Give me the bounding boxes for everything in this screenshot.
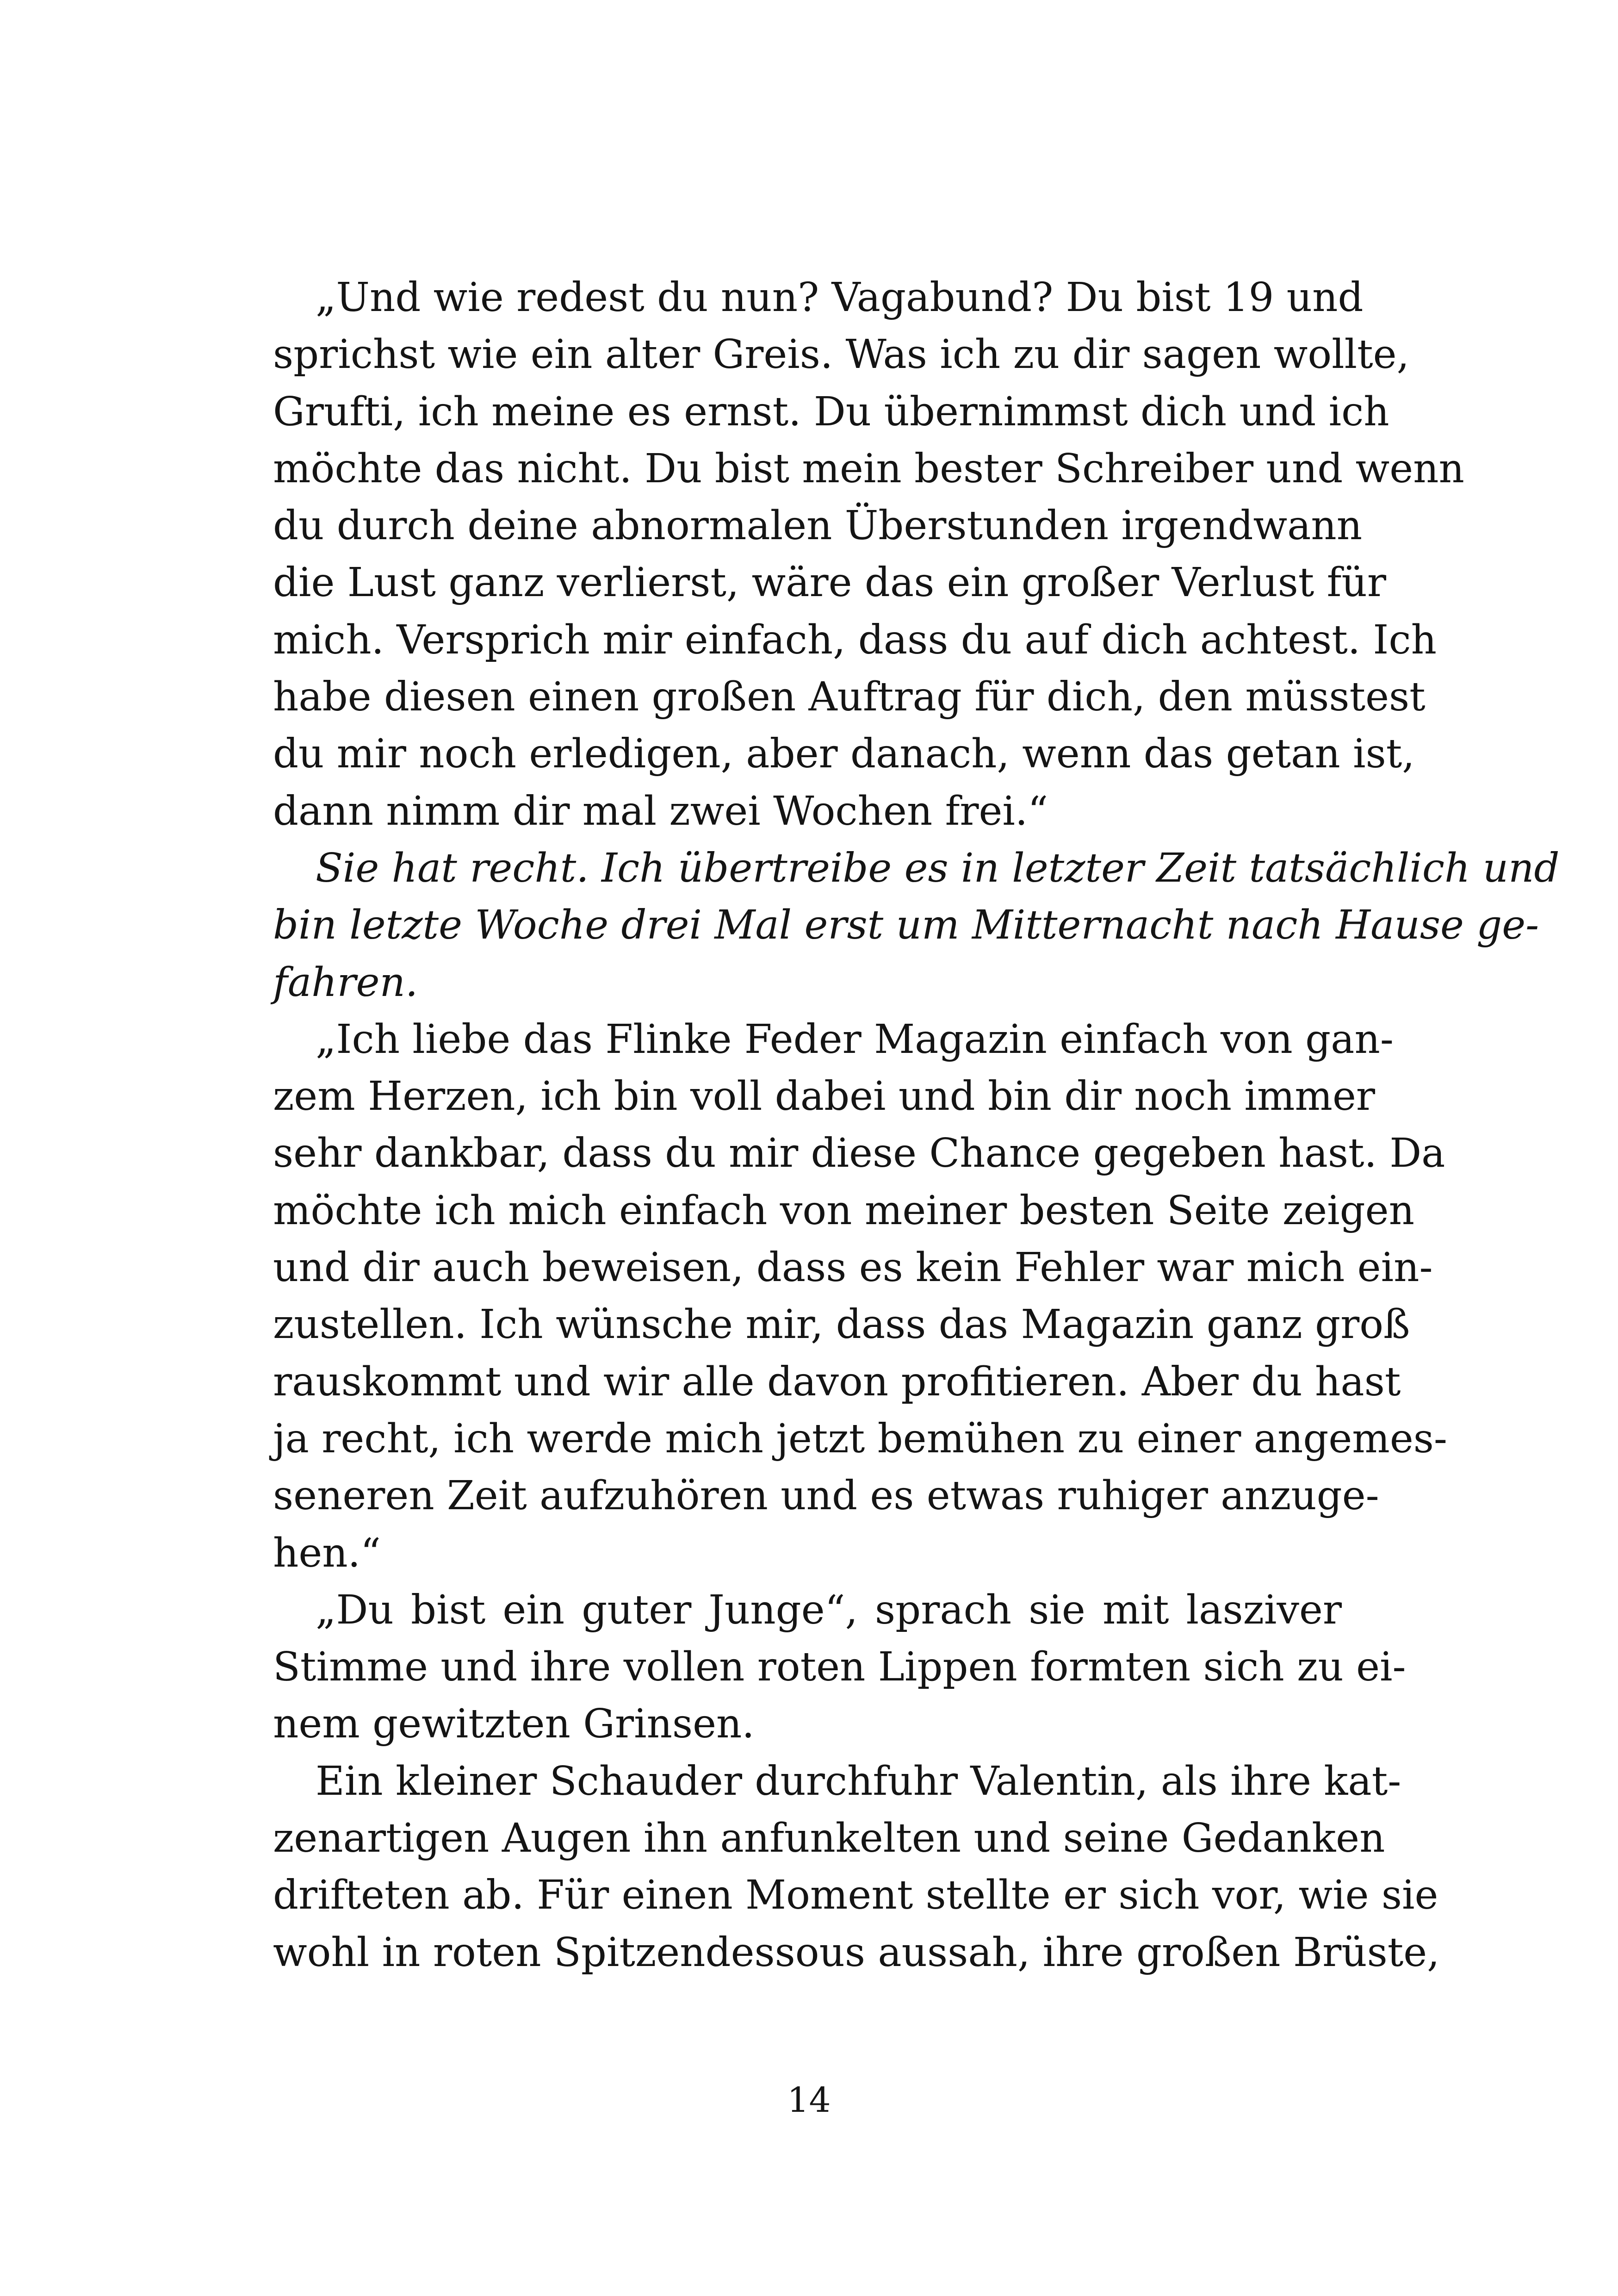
- text-line: sehr dankbar, dass du mir diese Chance gegeben hast. Da: [273, 1130, 1445, 1177]
- text-line: zenartigen Augen ihn anfunkelten und seine Gedanken: [273, 1815, 1385, 1862]
- text-line: die Lust ganz verlierst, wäre das ein großer Verlust für: [273, 560, 1386, 606]
- text-line: Grufti, ich meine es ernst. Du übernimmst dich und ich: [273, 388, 1389, 435]
- text-line: mich. Versprich mir einfach, dass du auf dich achtest. Ich: [273, 616, 1437, 663]
- text-line: seneren Zeit aufzuhören und es etwas ruhiger anzuge-: [273, 1473, 1379, 1519]
- text-line: drifteten ab. Für einen Moment stellte er sich vor, wie sie: [273, 1872, 1438, 1919]
- text-line: möchte das nicht. Du bist mein bester Schreiber und wenn: [273, 445, 1464, 492]
- text-line: Ein kleiner Schauder durchfuhr Valentin, als ihre kat-: [316, 1758, 1401, 1804]
- text-line: nem gewitzten Grinsen.: [273, 1701, 755, 1748]
- page-number: 14: [787, 2080, 831, 2120]
- text-line: wohl in roten Spitzendessous aussah, ihre großen Brüste,: [273, 1929, 1440, 1976]
- text-line: „Und wie redest du nun? Vagabund? Du bist 19 und: [316, 274, 1364, 321]
- text-line: du mir noch erledigen, aber danach, wenn das getan ist,: [273, 731, 1415, 778]
- text-line: rauskommt und wir alle davon profitieren. Aber du hast: [273, 1358, 1401, 1405]
- thought-line: Sie hat recht. Ich übertreibe es in letzter Zeit tatsächlich und: [316, 845, 1560, 891]
- text-line: „Ich liebe das Flinke Feder Magazin einfach von gan-: [316, 1016, 1394, 1063]
- text-line: zustellen. Ich wünsche mir, dass das Magazin ganz groß: [273, 1301, 1410, 1348]
- text-line: „Du bist ein guter Junge“, sprach sie mit lasziver: [316, 1587, 1342, 1633]
- text-line: ja recht, ich werde mich jetzt bemühen zu einer angemes-: [273, 1415, 1447, 1462]
- body-text: [273, 269, 1560, 1981]
- text-line: Stimme und ihre vollen roten Lippen formten sich zu ei-: [273, 1644, 1406, 1691]
- text-line: möchte ich mich einfach von meiner besten Seite zeigen: [273, 1187, 1414, 1234]
- text-line: und dir auch beweisen, dass es kein Fehler war mich ein-: [273, 1244, 1433, 1291]
- thought-line: bin letzte Woche drei Mal erst um Mitternacht nach Hause ge-: [273, 902, 1539, 949]
- text-line: habe diesen einen großen Auftrag für dich, den müsstest: [273, 674, 1426, 721]
- text-line: zem Herzen, ich bin voll dabei und bin dir noch immer: [273, 1073, 1375, 1120]
- thought-line: fahren.: [273, 959, 418, 1006]
- text-line: sprichst wie ein alter Greis. Was ich zu dir sagen wollte,: [273, 331, 1409, 378]
- text-line: dann nimm dir mal zwei Wochen frei.“: [273, 788, 1048, 834]
- text-line: hen.“: [273, 1530, 381, 1576]
- text-line: du durch deine abnormalen Überstunden irgendwann: [273, 503, 1363, 549]
